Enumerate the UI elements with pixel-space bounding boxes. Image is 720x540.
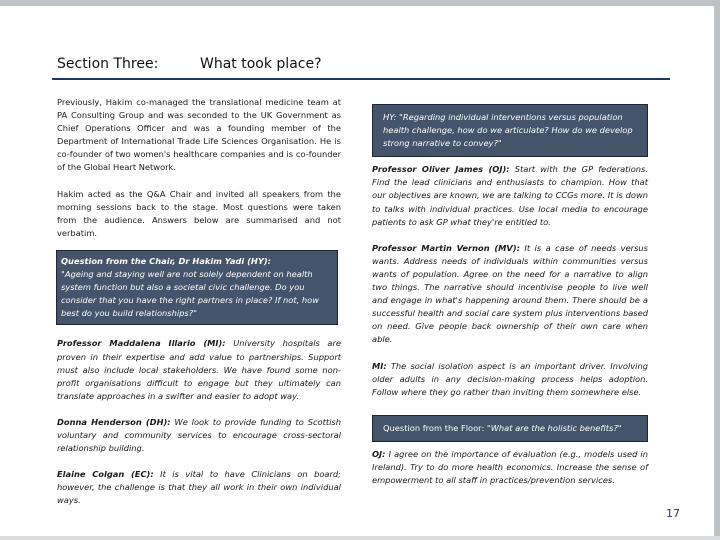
chair-question-heading: Question from the Chair, Dr Hakim Yadi (HY): xyxy=(61,255,271,266)
intro-paragraph-1: Previously, Hakim co-managed the translational medicine team at PA Consulting Group and was seconded to the UK Government as Chief Operations Officer and was a founding member of the Department of International Trade Life Sciences Organisation. He is co-founder of two women's healthcare companies and is co-founder of the Global Heart Network. xyxy=(57,97,341,173)
response-text: The social isolation aspect is an important driver. Involving older adults in any decision-making process helps adoption. Follow where they go rather than inviting them somewhere else. xyxy=(372,360,648,397)
section-title: What took place? xyxy=(200,56,322,72)
floor-question-text: "What are the holistic benefits?" xyxy=(486,422,622,433)
hy-question-box xyxy=(372,104,648,157)
response-text: I agree on the importance of evaluation (e.g., models used in Ireland). Try to do more health economics. Increase the sense of empowerment to all staff in practices/prevention services. xyxy=(372,448,648,486)
response-text: Start with the GP federations. Find the lead clinicians and enthusiasts to champion. How that our objectives are known, we are talking to CCGs more. It is down to talks with individual practices. Use local media to encourage patients to ask GP what they're entitled to. xyxy=(372,164,649,227)
right-frame-bar xyxy=(714,0,720,540)
response-dh xyxy=(57,416,341,455)
speaker-name: Donna Henderson (DH): xyxy=(57,416,171,427)
section-label: Section Three: xyxy=(57,56,159,72)
response-oj-final xyxy=(372,448,648,487)
speaker-name: Elaine Colgan (EC): xyxy=(57,469,154,480)
floor-question-label: Question from the Floor: xyxy=(383,422,485,433)
response-mi xyxy=(57,337,341,402)
left-column xyxy=(57,96,341,507)
response-ec xyxy=(57,468,341,507)
response-mi-right xyxy=(372,360,648,399)
speaker-name: MI: xyxy=(372,360,387,371)
intro-paragraph-2: Hakim acted as the Q&A Chair and invited all speakers from the morning sessions back to the stage. Most questions were taken from the audience. Answers below are summarised and not verbatim. xyxy=(57,188,341,238)
page-number: 17 xyxy=(666,507,680,520)
response-text: It is a case of needs versus wants. Address needs of individuals within communities versus wants of population. Agree on the need for a narrative to align two things. The narrative should incentivise people to live well and engage in what's happening around them. There should be a successful health and social care system plus interventions based on need. Give people back ownership of their own care when able. xyxy=(372,242,649,345)
title-divider xyxy=(52,78,670,80)
speaker-name: Professor Oliver James (OJ): xyxy=(372,164,510,175)
floor-question-box xyxy=(372,415,648,442)
response-mv xyxy=(372,242,648,347)
chair-question-text: "Ageing and staying well are not solely dependent on health system function but also a societal civic challenge. Do you consider that you have the right partners in place? If not, how best do you build relationships?" xyxy=(61,269,319,319)
response-text: We look to provide funding to Scottish voluntary and community services to encourage cross-sectoral relationship building. xyxy=(57,416,341,454)
response-oj xyxy=(372,163,648,228)
speaker-name: Professor Maddalena Illario (MI): xyxy=(57,338,226,349)
chair-question-box xyxy=(56,250,338,325)
speaker-name: Professor Martin Vernon (MV): xyxy=(372,242,520,253)
top-frame-bar xyxy=(0,0,720,6)
response-text: University hospitals are proven in their expertise and add value to partnerships. Support must also include local stakeholders. We have found some non-profit organisations difficult to engage but they ultimately can translate approaches in a swifter and easier to adopt way. xyxy=(57,338,341,401)
response-text: It is vital to have Clinicians on board; however, the challenge is that they all work in their own individual ways. xyxy=(57,469,341,506)
right-column xyxy=(372,104,648,487)
hy-question-text: HY: "Regarding individual interventions versus population health challenge, how do we articulate? How do we develop strong narrative to convey?" xyxy=(383,112,633,149)
bottom-frame-bar xyxy=(0,536,720,540)
speaker-name: OJ: xyxy=(372,448,386,459)
